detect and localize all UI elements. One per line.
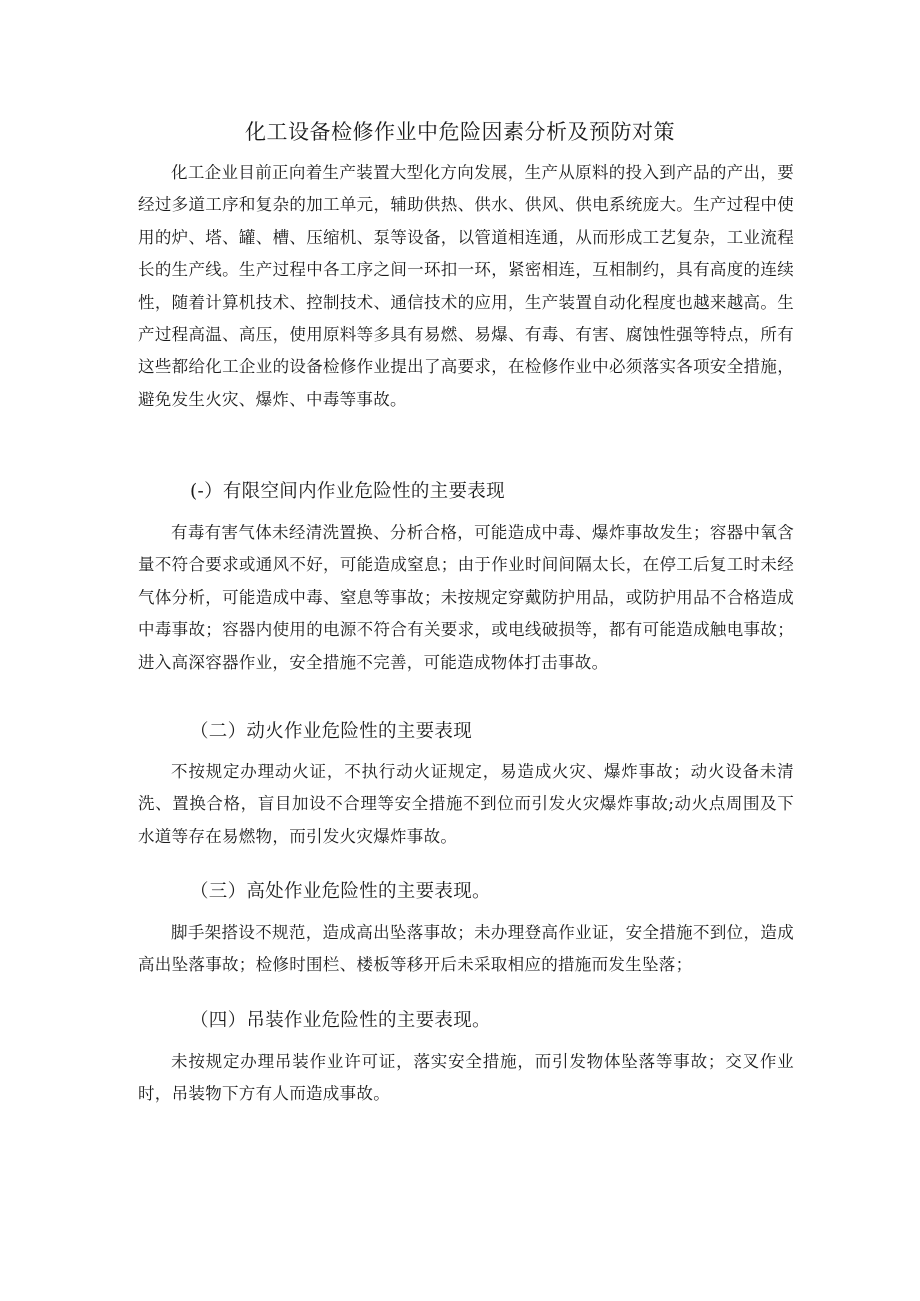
section-heading-hot-work: （二）动火作业危险性的主要表现 — [190, 721, 473, 742]
section-heading-lifting: （四）吊装作业危险性的主要表现。 — [190, 1010, 491, 1031]
section-body-lifting: 未按规定办理吊装作业许可证，落实安全措施，而引发物体坠落等事故；交叉作业时，吊装物下方有人而造成事故。 — [138, 1052, 794, 1104]
section-body-confined-space: 有毒有害气体未经清洗置换、分析合格，可能造成中毒、爆炸事故发生；容器中氧含量不符合要求或通风不好，可能造成窒息；由于作业时间间隔太长，在停工后复工时未经气体分析，可能造成中毒、窒息等事故；未按规定穿戴防护用品，或防护用品不合格造成中毒事故；容器内使用的电源不符合有关要求，或电线破损等，都有可能造成触电事故；进入高深容器作业，安全措施不完善，可能造成物体打击事故。 — [138, 523, 794, 672]
document-title: 化工设备检修作业中危险因素分析及预防对策 — [245, 120, 675, 144]
section-heading-confined-space: (-）有限空间内作业危险性的主要表现 — [190, 481, 505, 502]
section-heading-work-at-height: （三）高处作业危险性的主要表现。 — [190, 881, 491, 902]
section-body-work-at-height: 脚手架搭设不规范，造成高出坠落事故；未办理登高作业证，安全措施不到位，造成高出坠落事故；检修时围栏、楼板等移开后未采取相应的措施而发生坠落； — [138, 923, 794, 975]
intro-paragraph: 化工企业目前正向着生产装置大型化方向发展，生产从原料的投入到产品的产出，要经过多道工序和复杂的加工单元，辅助供热、供水、供风、供电系统庞大。生产过程中使用的炉、塔、罐、槽、压缩机、泵等设备，以管道相连通，从而形成工艺复杂，工业流程长的生产线。生产过程中各工序之间一环扣一环，紧密相连，互相制约，具有高度的连续性，随着计算机技术、控制技术、通信技术的应用，生产装置自动化程度也越来越高。生产过程高温、高压，使用原料等多具有易燃、易爆、有毒、有害、腐蚀性强等特点，所有这些都给化工企业的设备检修作业提出了高要求，在检修作业中必须落实各项安全措施，避免发生火灾、爆炸、中毒等事故。 — [138, 163, 794, 409]
section-body-hot-work: 不按规定办理动火证，不执行动火证规定，易造成火灾、爆炸事故；动火设备未清洗、置换合格，盲目加设不合理等安全措施不到位而引发火灾爆炸事故;动火点周围及下水道等存在易燃物，而引发火灾爆炸事故。 — [138, 762, 794, 846]
